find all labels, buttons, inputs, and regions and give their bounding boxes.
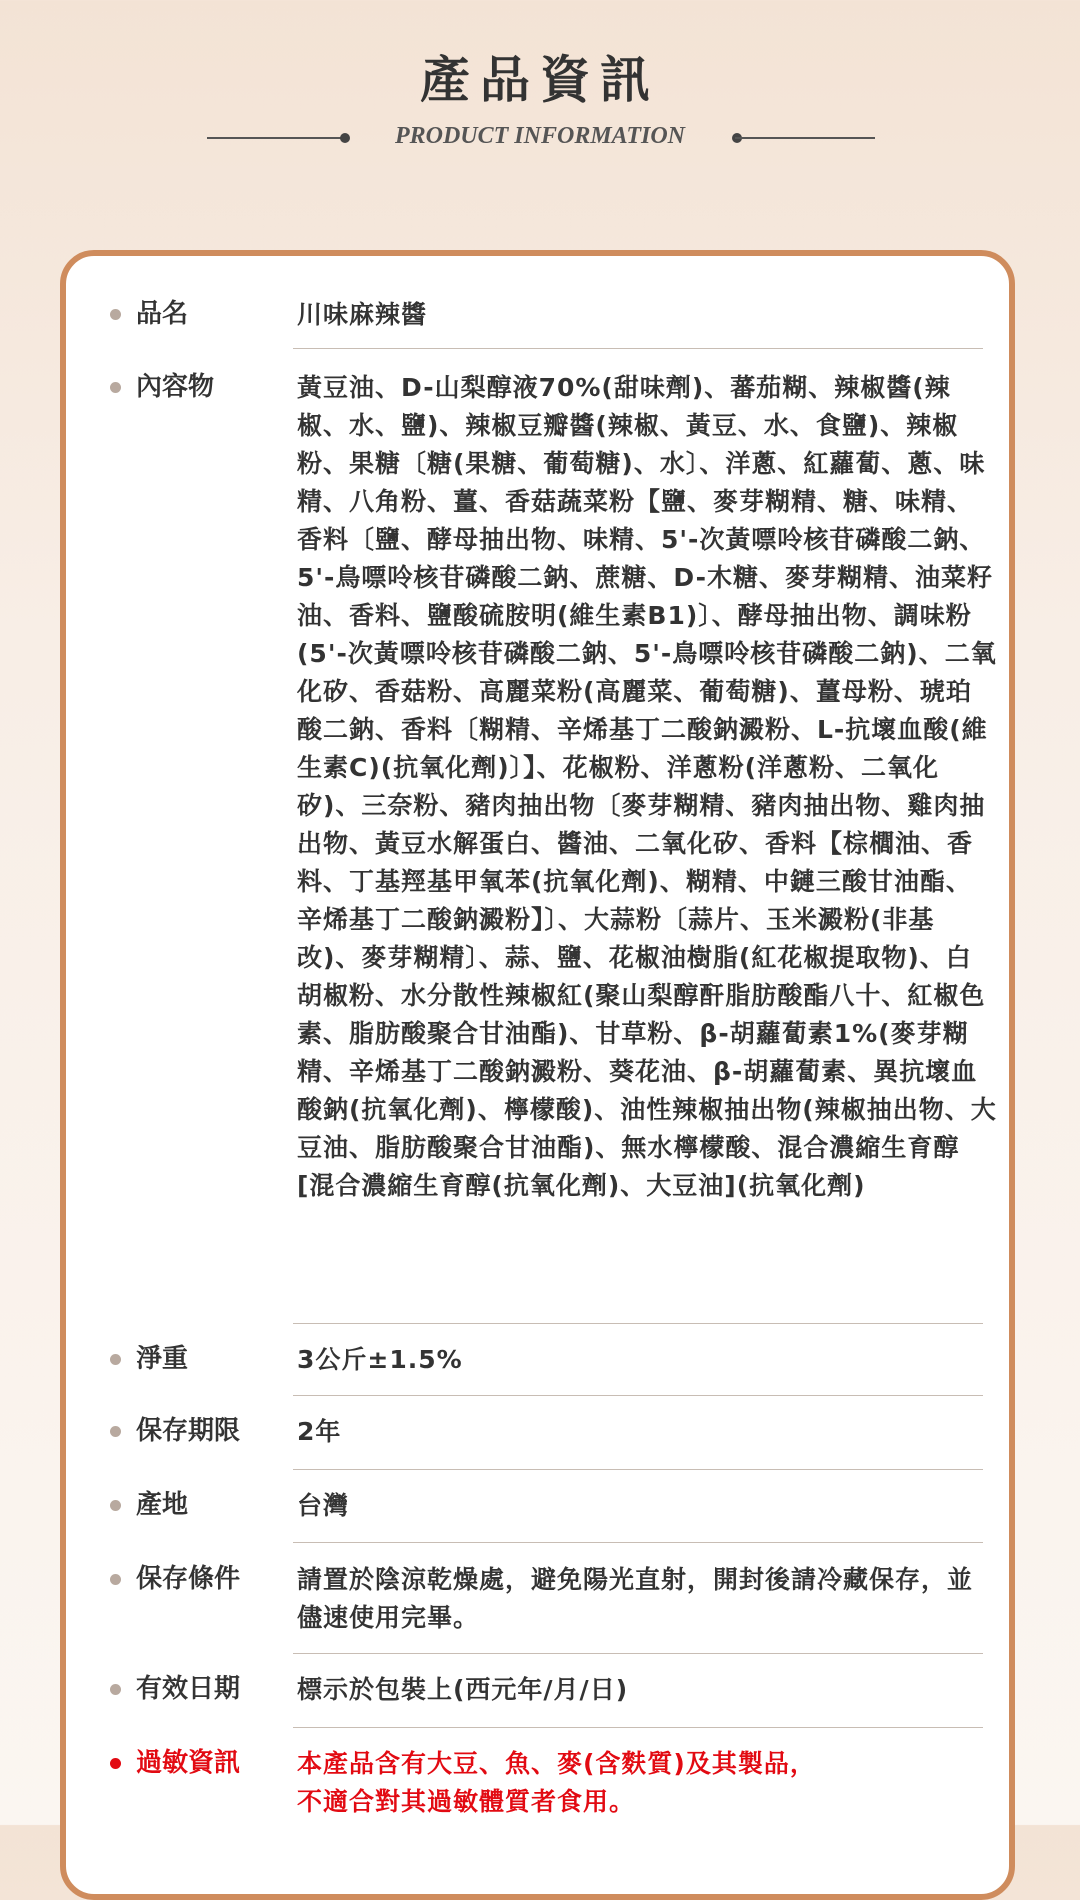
info-value: 台灣 [297,1491,350,1520]
row-divider [293,1727,983,1728]
info-label: 品名 [136,299,189,329]
row-divider [293,1653,983,1654]
info-label: 產地 [136,1490,189,1520]
row-divider [293,1395,983,1396]
info-value: 請置於陰涼乾燥處，避免陽光直射，開封後請冷藏保存，並儘速使用完畢。 [297,1565,974,1632]
info-label: 淨重 [136,1344,189,1374]
bullet-icon [110,1426,121,1437]
info-value: 3公斤±1.5% [297,1345,463,1374]
info-value: 標示於包裝上(西元年/月/日) [297,1675,629,1704]
subtitle-row [0,123,1080,155]
subtitle-rule-right [735,137,875,139]
page-subtitle: PRODUCT INFORMATION [394,123,686,149]
bullet-icon [110,309,121,320]
bullet-icon [110,1758,121,1769]
product-info-card [60,250,1015,1900]
page-header [0,0,1080,170]
row-divider [293,1469,983,1470]
bullet-icon [110,1574,121,1585]
page-title: 產品資訊 [420,50,660,109]
row-divider [293,348,983,349]
info-label: 有效日期 [136,1674,241,1704]
info-value: 本產品含有大豆、魚、麥(含麩質)及其製品，不適合對其過敏體質者食用。 [297,1749,816,1816]
bullet-icon [110,1684,121,1695]
bullet-icon [110,1354,121,1365]
info-label: 過敏資訊 [136,1748,241,1778]
info-label: 保存條件 [136,1564,241,1594]
row-divider [293,1542,983,1543]
info-label: 內容物 [136,372,215,402]
info-value: 川味麻辣醬 [297,300,428,329]
info-value: 2年 [297,1417,342,1446]
info-value: 黃豆油、D-山梨醇液70%(甜味劑)、蕃茄糊、辣椒醬(辣椒、水、鹽)、辣椒豆瓣醬(辣椒、黃豆、水、食鹽)、辣椒粉、果糖〔糖(果糖、葡萄糖)、水〕、洋蔥、紅蘿蔔、蔥、味精、八角粉、薑、香菇蔬菜粉【鹽、麥芽糊精、糖、味精、香料〔鹽、酵母抽出物、味精、5'-次黃嘌呤核苷磷酸二鈉、5'-鳥嘌呤核苷磷酸二鈉、蔗糖、D-木糖、麥芽糊精、油菜籽油、香料、鹽酸硫胺明(維生素B1)〕、酵母抽出物、調味粉(5'-次黃嘌呤核苷磷酸二鈉、5'-鳥嘌呤核苷磷酸二鈉)、二氧化矽、香菇粉、高麗菜粉(高麗菜、葡萄糖)、薑母粉、琥珀酸二鈉、香料〔糊精、辛烯基丁二酸鈉澱粉、L-抗壞血酸(維生素C)(抗氧化劑)〕】、花椒粉、洋蔥粉(洋蔥粉、二氧化矽)、三奈粉、豬肉抽出物〔麥芽糊精、豬肉抽出物、雞肉抽出物、黃豆水解蛋白、醬油、二氧化矽、香料【棕櫚油、香料、丁基羥基甲氧苯(抗氧化劑)、糊精、中鏈三酸甘油酯、辛烯基丁二酸鈉澱粉】〕、大蒜粉〔蒜片、玉米澱粉(非基改)、麥芽糊精〕、蒜、鹽、花椒油樹脂(紅花椒提取物)、白胡椒粉、水分散性辣椒紅(聚山梨醇酐脂肪酸酯八十、紅椒色素、脂肪酸聚合甘油酯)、甘草粉、β-胡蘿蔔素1%(麥芽糊精、辛烯基丁二酸鈉澱粉、葵花油、β-胡蘿蔔素、異抗壞血酸鈉(抗氧化劑)、檸檬酸)、油性辣椒抽出物(辣椒抽出物、大豆油、脂肪酸聚合甘油酯)、無水檸檬酸、混合濃縮生育醇[混合濃縮生育醇(抗氧化劑)、大豆油](抗氧化劑) [297,373,997,1200]
bullet-icon [110,1500,121,1511]
row-divider [293,1323,983,1324]
info-label: 保存期限 [136,1416,241,1446]
bullet-icon [110,382,121,393]
